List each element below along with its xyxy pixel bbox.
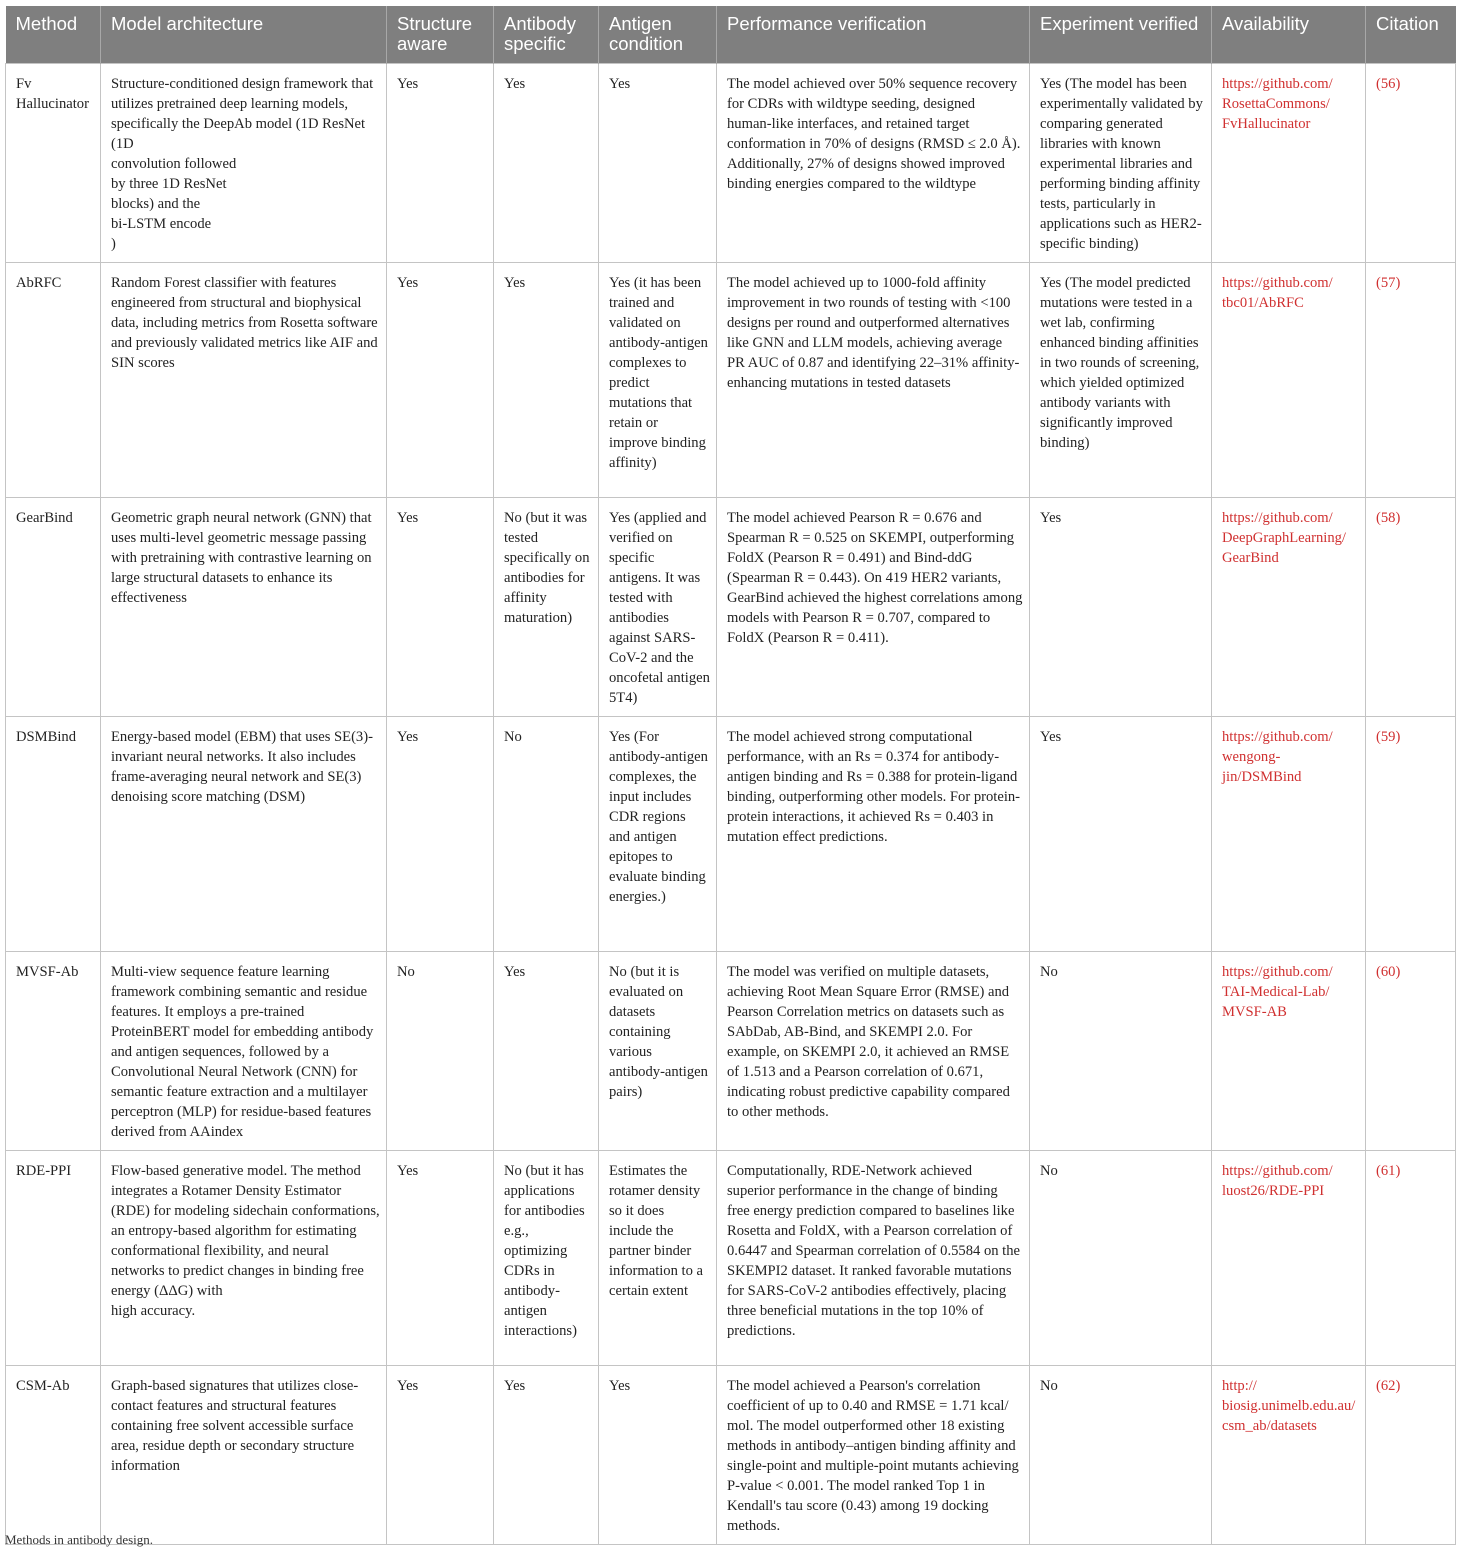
architecture-cell: Flow-based generative model. The method integrates a Rotamer Density Estimator (RDE) for modeling sidechain conformations, an entropy-based algorithm for estimating conformational flexibility, and neural networks to predict changes in binding free energy (ΔΔG) with high accuracy. xyxy=(101,1151,387,1366)
structure-aware-cell: No xyxy=(387,952,494,1151)
antibody-specific-cell: Yes xyxy=(494,1366,599,1545)
experiment-verified-cell: Yes (The model predicted mutations were tested in a wet lab, confirming enhanced binding affinities in two rounds of screening, which yielded optimized antibody variants with significantly improved binding) xyxy=(1030,263,1212,498)
methods-table xyxy=(5,6,1456,1545)
table-row xyxy=(6,717,1456,952)
availability-link[interactable]: https://github.com/ DeepGraphLearning/ GearBind xyxy=(1212,498,1366,717)
method-cell: DSMBind xyxy=(6,717,101,952)
citation-link[interactable]: (61) xyxy=(1366,1151,1456,1366)
header-citation: Citation xyxy=(1366,6,1456,64)
table-body xyxy=(6,64,1456,1545)
antibody-specific-cell: No (but it was tested specifically on antibodies for affinity maturation) xyxy=(494,498,599,717)
antibody-specific-cell: No xyxy=(494,717,599,952)
header-availability: Availability xyxy=(1212,6,1366,64)
architecture-cell: Multi-view sequence feature learning framework combining semantic and residue features. It employs a pre-trained ProteinBERT model for embedding antibody and antigen sequences, followed by a Convolutional Neural Network (CNN) for semantic feature extraction and a multilayer perceptron (MLP) for residue-based features derived from AAindex xyxy=(101,952,387,1151)
antigen-condition-cell: Yes (it has been trained and validated on antibody-antigen complexes to predict mutations that retain or improve binding affinity) xyxy=(599,263,717,498)
experiment-verified-cell: No xyxy=(1030,952,1212,1151)
header-experiment-verified: Experiment verified xyxy=(1030,6,1212,64)
availability-link[interactable]: https://github.com/ RosettaCommons/ FvHallucinator xyxy=(1212,64,1366,263)
header-antigen-condition: Antigen condition xyxy=(599,6,717,64)
table-row xyxy=(6,263,1456,498)
structure-aware-cell: Yes xyxy=(387,263,494,498)
experiment-verified-cell: Yes xyxy=(1030,498,1212,717)
header-method: Method xyxy=(6,6,101,64)
availability-link[interactable]: https://github.com/ tbc01/AbRFC xyxy=(1212,263,1366,498)
performance-cell: The model achieved up to 1000-fold affinity improvement in two rounds of testing with <100 designs per round and outperformed alternatives like GNN and LLM models, achieving average PR AUC of 0.87 and identifying 22–31% affinity-enhancing mutations in tested datasets xyxy=(717,263,1030,498)
citation-link[interactable]: (59) xyxy=(1366,717,1456,952)
performance-cell: Computationally, RDE-Network achieved superior performance in the change of binding free energy prediction compared to baselines like Rosetta and FoldX, with a Pearson correlation of 0.6447 and Spearman correlation of 0.5584 on the SKEMPI2 dataset. It ranked favorable mutations for SARS-CoV-2 antibodies effectively, placing three beneficial mutations in the top 10% of predictions. xyxy=(717,1151,1030,1366)
antigen-condition-cell: Yes (applied and verified on specific antigens. It was tested with antibodies against SARS-CoV-2 and the oncofetal antigen 5T4) xyxy=(599,498,717,717)
performance-cell: The model achieved a Pearson's correlation coefficient of up to 0.40 and RMSE = 1.71 kcal/ mol. The model outperformed other 18 existing methods in antibody–antigen binding affinity and single-point and multiple-point mutants achieving P-value < 0.001. The model ranked Top 1 in Kendall's tau score (0.43) among 19 docking methods. xyxy=(717,1366,1030,1545)
method-cell: MVSF-Ab xyxy=(6,952,101,1151)
experiment-verified-cell: No xyxy=(1030,1366,1212,1545)
experiment-verified-cell: Yes (The model has been experimentally validated by comparing generated libraries with known experimental libraries and performing binding affinity tests, particularly in applications such as HER2-specific binding) xyxy=(1030,64,1212,263)
experiment-verified-cell: No xyxy=(1030,1151,1212,1366)
antibody-specific-cell: Yes xyxy=(494,64,599,263)
antigen-condition-cell: Yes xyxy=(599,1366,717,1545)
table-row xyxy=(6,1151,1456,1366)
table-row xyxy=(6,498,1456,717)
table-row xyxy=(6,1366,1456,1545)
antigen-condition-cell: No (but it is evaluated on datasets containing various antibody-antigen pairs) xyxy=(599,952,717,1151)
architecture-cell: Geometric graph neural network (GNN) that uses multi-level geometric message passing with pretraining with contrastive learning on large structural datasets to enhance its effectiveness xyxy=(101,498,387,717)
header-row xyxy=(6,6,1456,64)
antigen-condition-cell: Estimates the rotamer density so it does include the partner binder information to a certain extent xyxy=(599,1151,717,1366)
antigen-condition-cell: Yes (For antibody-antigen complexes, the input includes CDR regions and antigen epitopes to evaluate binding energies.) xyxy=(599,717,717,952)
header-antibody-specific: Antibody specific xyxy=(494,6,599,64)
methods-table-container xyxy=(5,6,1455,1545)
method-cell: Fv Hallucinator xyxy=(6,64,101,263)
citation-link[interactable]: (60) xyxy=(1366,952,1456,1151)
availability-link[interactable]: https://github.com/ TAI-Medical-Lab/ MVSF-AB xyxy=(1212,952,1366,1151)
performance-cell: The model achieved strong computational performance, with an Rs = 0.374 for antibody-antigen binding and Rs = 0.388 for protein-ligand binding, outperforming other models. For protein-protein interactions, it achieved Rs = 0.403 in mutation effect predictions. xyxy=(717,717,1030,952)
structure-aware-cell: Yes xyxy=(387,717,494,952)
citation-link[interactable]: (56) xyxy=(1366,64,1456,263)
method-cell: GearBind xyxy=(6,498,101,717)
structure-aware-cell: Yes xyxy=(387,1366,494,1545)
header-structure-aware: Structure aware xyxy=(387,6,494,64)
header-architecture: Model architecture xyxy=(101,6,387,64)
method-cell: CSM-Ab xyxy=(6,1366,101,1545)
availability-link[interactable]: https://github.com/ luost26/RDE-PPI xyxy=(1212,1151,1366,1366)
structure-aware-cell: Yes xyxy=(387,498,494,717)
citation-link[interactable]: (57) xyxy=(1366,263,1456,498)
header-performance: Performance verification xyxy=(717,6,1030,64)
architecture-cell: Structure-conditioned design framework that utilizes pretrained deep learning models, specifically the DeepAb model (1D ResNet (1D convolution followed by three 1D ResNet blocks) and the bi-LSTM encode ) xyxy=(101,64,387,263)
method-cell: AbRFC xyxy=(6,263,101,498)
structure-aware-cell: Yes xyxy=(387,1151,494,1366)
architecture-cell: Energy-based model (EBM) that uses SE(3)-invariant neural networks. It also includes frame-averaging neural network and SE(3) denoising score matching (DSM) xyxy=(101,717,387,952)
table-row xyxy=(6,64,1456,263)
antibody-specific-cell: Yes xyxy=(494,952,599,1151)
citation-link[interactable]: (62) xyxy=(1366,1366,1456,1545)
performance-cell: The model achieved over 50% sequence recovery for CDRs with wildtype seeding, designed human-like interfaces, and retained target conformation in 70% of designs (RMSD ≤ 2.0 Å). Additionally, 27% of designs showed improved binding energies compared to the wildtype xyxy=(717,64,1030,263)
availability-link[interactable]: http:// biosig.unimelb.edu.au/ csm_ab/datasets xyxy=(1212,1366,1366,1545)
citation-link[interactable]: (58) xyxy=(1366,498,1456,717)
antibody-specific-cell: Yes xyxy=(494,263,599,498)
performance-cell: The model achieved Pearson R = 0.676 and Spearman R = 0.525 on SKEMPI, outperforming FoldX (Pearson R = 0.491) and Bind-ddG (Spearman R = 0.443). On 419 HER2 variants, GearBind achieved the highest correlations among models with Pearson R = 0.707, compared to FoldX (Pearson R = 0.411). xyxy=(717,498,1030,717)
architecture-cell: Graph-based signatures that utilizes close-contact features and structural features containing free solvent accessible surface area, residue depth or secondary structure information xyxy=(101,1366,387,1545)
table-caption: Methods in antibody design. xyxy=(5,1532,154,1547)
experiment-verified-cell: Yes xyxy=(1030,717,1212,952)
table-row xyxy=(6,952,1456,1151)
antibody-specific-cell: No (but it has applications for antibodies e.g., optimizing CDRs in antibody-antigen interactions) xyxy=(494,1151,599,1366)
method-cell: RDE-PPI xyxy=(6,1151,101,1366)
antigen-condition-cell: Yes xyxy=(599,64,717,263)
architecture-cell: Random Forest classifier with features engineered from structural and biophysical data, including metrics from Rosetta software and previously validated metrics like AIF and SIN scores xyxy=(101,263,387,498)
performance-cell: The model was verified on multiple datasets, achieving Root Mean Square Error (RMSE) and Pearson Correlation metrics on datasets such as SAbDab, AB-Bind, and SKEMPI 2.0. For example, on SKEMPI 2.0, it achieved an RMSE of 1.513 and a Pearson correlation of 0.671, indicating robust predictive capability compared to other methods. xyxy=(717,952,1030,1151)
structure-aware-cell: Yes xyxy=(387,64,494,263)
availability-link[interactable]: https://github.com/ wengong-jin/DSMBind xyxy=(1212,717,1366,952)
